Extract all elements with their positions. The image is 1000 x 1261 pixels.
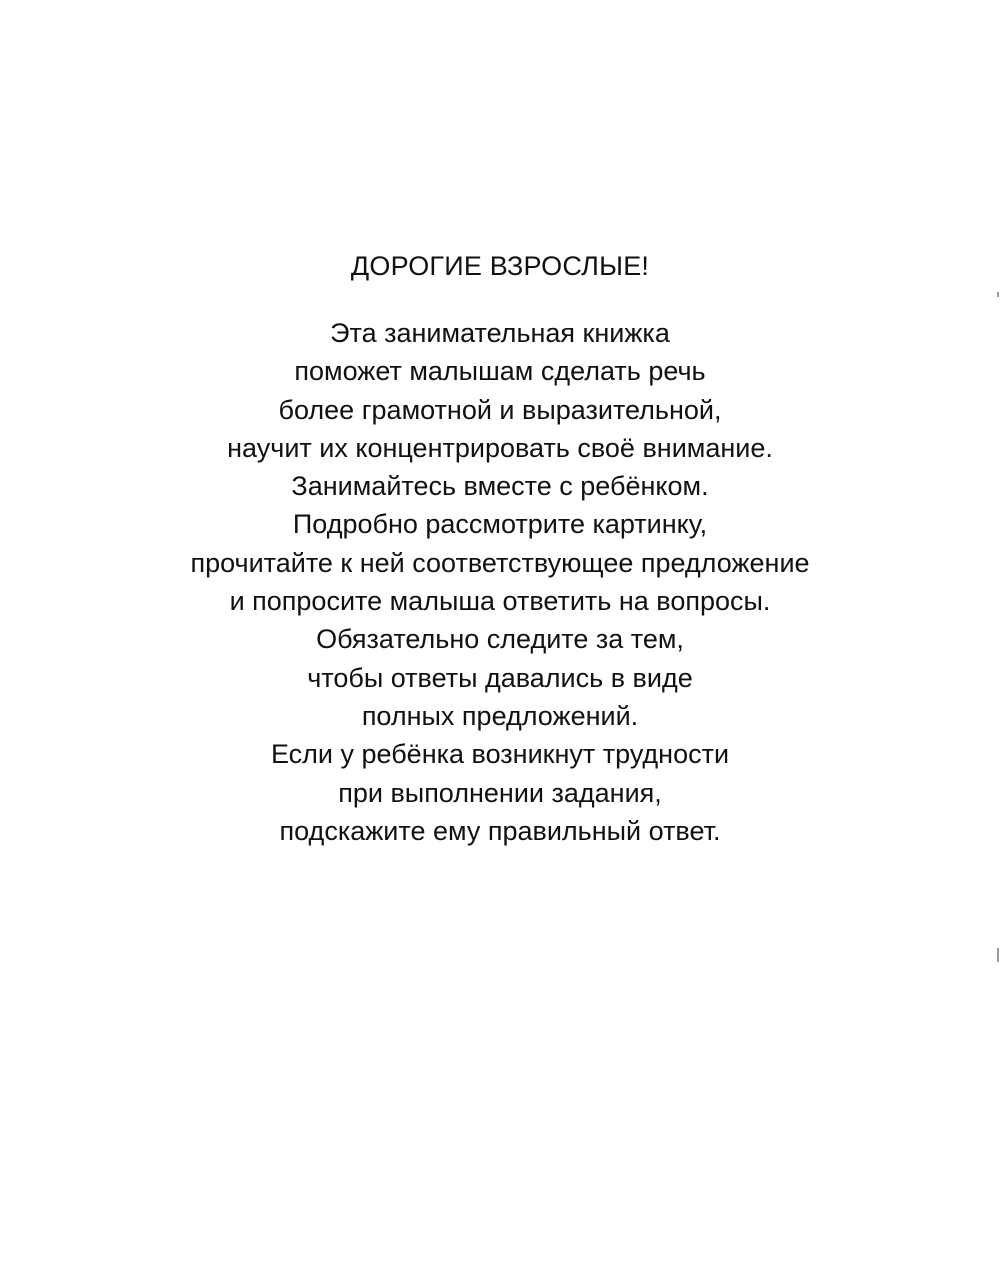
text-line: подскажите ему правильный ответ. <box>279 815 721 846</box>
page-title: ДОРОГИЕ ВЗРОСЛЫЕ! <box>350 251 650 281</box>
body-text <box>0 314 1000 850</box>
scan-edge-mark <box>997 948 999 962</box>
text-line: Подробно рассмотрите картинку, <box>292 509 708 540</box>
text-line: при выполнении задания, <box>338 777 662 808</box>
text-line: Эта занимательная книжка <box>330 318 670 348</box>
text-line: Если у ребёнка возникнут трудности <box>270 739 730 770</box>
text-line: Обязательно следите за тем, <box>316 624 684 655</box>
text-line: чтобы ответы давались в виде <box>307 662 693 693</box>
text-line: прочитайте к ней соответствующее предложение <box>190 547 810 578</box>
scan-edge-mark <box>997 292 999 297</box>
text-line: и попросите малыша ответить на вопросы. <box>229 586 771 617</box>
text-line: научит их концентрировать своё внимание. <box>227 432 773 463</box>
text-line: более грамотной и выразительной, <box>278 394 722 425</box>
text-line: поможет малышам сделать речь <box>294 356 706 387</box>
text-line: полных предложений. <box>361 700 639 731</box>
text-line: Занимайтесь вместе с ребёнком. <box>291 471 709 502</box>
